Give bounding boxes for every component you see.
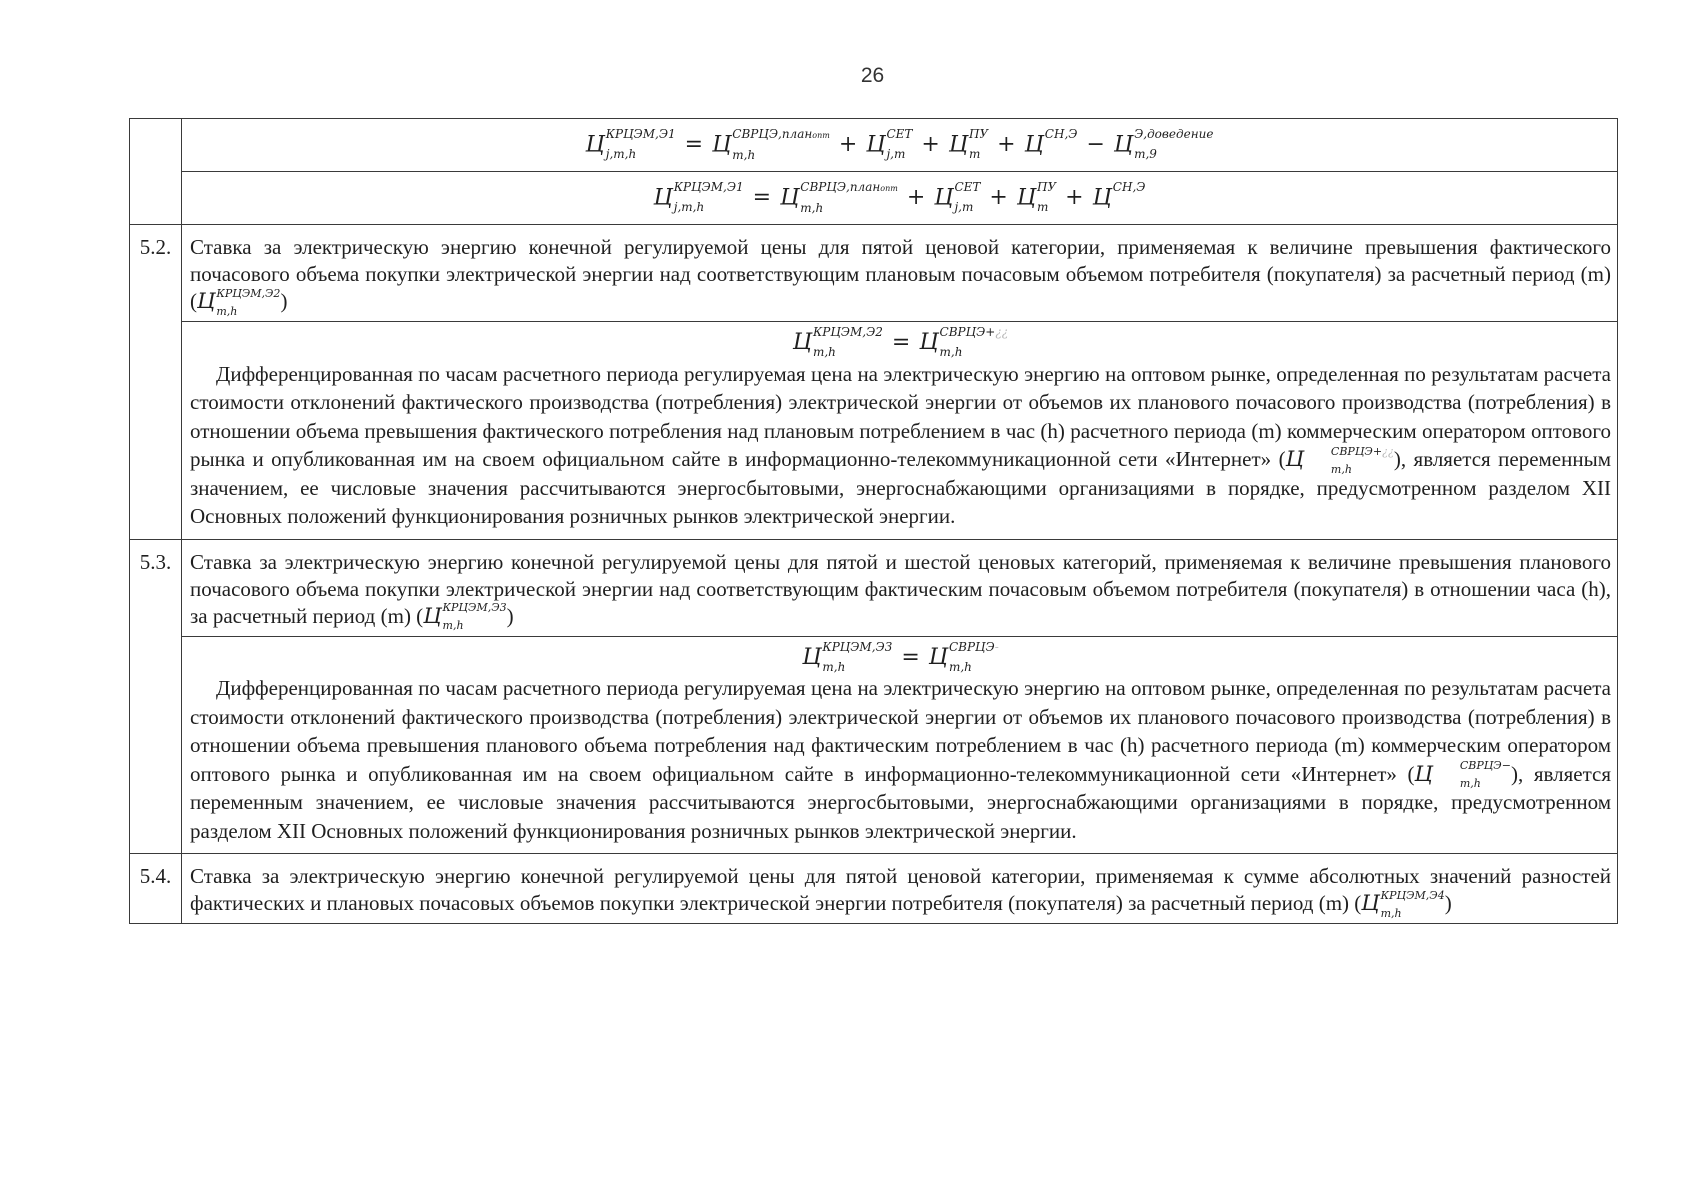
row-5-3 [130,539,1618,636]
formula-row-1 [130,119,1618,172]
tariff-table [129,118,1618,924]
row-number: 5.2. [130,225,182,540]
symbol-svrce-plus: Ц СВРЦЭ+¿¿ m,h [1285,444,1394,476]
row-5-4 [130,854,1618,924]
formula-krcem-e2: Ц КРЦЭМ,Э2 m,h = Ц СВРЦЭ+¿¿ m,h [792,325,1009,359]
empty-num-cell [130,119,182,225]
page-number: 26 [860,64,885,87]
row-5-3-title: Ставка за электрическую энергию конечной регулируемой цены для пятой и шестой ценовых категорий, применяемая к величине превышения планового почасового объема покупки электрической энергии над соответствующим фактическим почасовым объемом потребителя (покупателя) в отношении часа (h), за расчетный период (m) (Ц КРЦЭМ,Э3 m,h ) [182,539,1618,636]
symbol-krcem-e4: Ц КРЦЭМ,Э4 m,h [1361,888,1445,920]
formula-krcem-e1: Ц КРЦЭМ,Э1 j,m,h = Ц СВРЦЭ,планопт m,h + Ц СЕТ j,m + Ц ПУ m + Ц СН,Э [653,179,1146,215]
formula-cell-1 [182,119,1618,172]
row-5-2-description [182,322,1618,540]
formula-krcem-e1-with-dovedenie: Ц КРЦЭМ,Э1 j,m,h = Ц СВРЦЭ,планопт m,h + Ц СЕТ j,m + Ц ПУ m + Ц СН,Э − Ц Э,доведение m,9 [585,126,1214,162]
row-5-3-description [182,636,1618,854]
row-5-3-paragraph: Дифференцированная по часам расчетного периода регулируемая цена на электрическую энергию на оптовом рынке, определенная по результатам расчета стоимости отклонений фактического производства (потребления) электрической энергии от объемов их планового почасового производства (потребления) в отношении объема превышения планового объема потребления над фактическим потреблением в час (h) расчетного периода (m) коммерческим оператором оптового рынка и опубликованная им на своем официальном сайте в информационно-телекоммуникационной сети «Интернет» (Ц СВРЦЭ− m,h ), является переменным значением, ее числовые значения рассчитываются энергосбытовыми, энергоснабжающими организациями в порядке, предусмотренном разделом XII Основных положений функционирования розничных рынков электрической энергии. [190,676,1611,843]
row-number: 5.3. [130,539,182,854]
formula-krcem-e3: Ц КРЦЭМ,Э3 m,h = Ц СВРЦЭ- m,h [802,639,999,674]
row-5-2 [130,225,1618,322]
row-number: 5.4. [130,854,182,924]
formula-cell-2 [182,172,1618,225]
symbol-krcem-e2: Ц КРЦЭМ,Э2 m,h [197,286,281,318]
row-5-2-paragraph: Дифференцированная по часам расчетного периода регулируемая цена на электрическую энергию на оптовом рынке, определенная по результатам расчета стоимости отклонений фактического производства (потребления) электрической энергии от объемов их планового почасового производства (потребления) в отношении объема превышения фактического потребления над плановым потреблением в час (h) расчетного периода (m) коммерческим оператором оптового рынка и опубликованная им на своем официальном сайте в информационно-телекоммуникационной сети «Интернет» (Ц СВРЦЭ+¿¿ m,h ), является переменным значением, ее числовые значения рассчитываются энергосбытовыми, энергоснабжающими организациями в порядке, предусмотренном разделом XII Основных положений функционирования розничных рынков электрической энергии. [190,361,1612,528]
row-5-3-body [130,636,1618,854]
row-5-2-title: Ставка за электрическую энергию конечной регулируемой цены для пятой ценовой категории, применяемая к величине превышения фактического почасового объема покупки электрической энергии над соответствующим плановым почасовым объемом потребителя (покупателя) за расчетный период (m) (Ц КРЦЭМ,Э2 m,h ) [182,225,1618,322]
formula-row-2 [130,172,1618,225]
symbol-krcem-e3: Ц КРЦЭМ,Э3 m,h [423,601,507,632]
row-5-2-body [130,322,1618,540]
symbol-svrce-minus: Ц СВРЦЭ− m,h [1414,759,1511,790]
row-5-4-title: Ставка за электрическую энергию конечной регулируемой цены для пятой ценовой категории, применяемая к сумме абсолютных значений разностей фактических и плановых почасовых объемов покупки электрической энергии потребителя (покупателя) за расчетный период (m) (Ц КРЦЭМ,Э4 m,h ) [182,854,1618,924]
